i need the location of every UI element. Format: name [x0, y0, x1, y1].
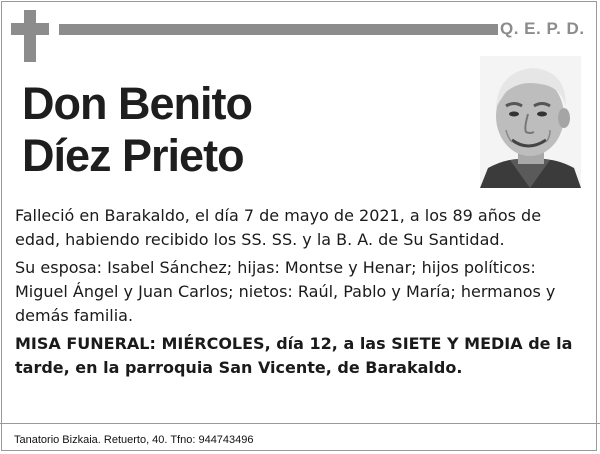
- obituary-text: [15, 204, 587, 384]
- funeral-mass: MISA FUNERAL: MIÉRCOLES, día 12, a las SIETE Y MEDIA de la tarde, en la parroquia San Vicente, de Barakaldo.: [15, 334, 573, 377]
- death-notice: Falleció en Barakaldo, el día 7 de mayo de 2021, a los 89 años de edad, habiendo recibido los SS. SS. y la B. A. de Su Santidad.: [15, 206, 542, 249]
- portrait-photo: [480, 56, 581, 188]
- funeral-home-info: Tanatorio Bizkaia. Retuerto, 40. Tfno: 944743496: [14, 434, 254, 446]
- deceased-name: [22, 78, 252, 182]
- name-line-2: Díez Prieto: [22, 130, 244, 181]
- portrait-illustration: [480, 56, 581, 188]
- qepd-label: Q. E. P. D.: [500, 19, 585, 38]
- cross-icon: [24, 10, 36, 62]
- header-rule: [59, 24, 498, 35]
- family-list: Su esposa: Isabel Sánchez; hijas: Montse y Henar; hijos políticos: Miguel Ángel y Juan Carlos; nietos: Raúl, Pablo y María; hermanos y demás familia.: [15, 258, 556, 325]
- cross-icon-bar: [11, 23, 49, 35]
- name-line-1: Don Benito: [22, 78, 252, 129]
- footer-rule: [0, 423, 600, 424]
